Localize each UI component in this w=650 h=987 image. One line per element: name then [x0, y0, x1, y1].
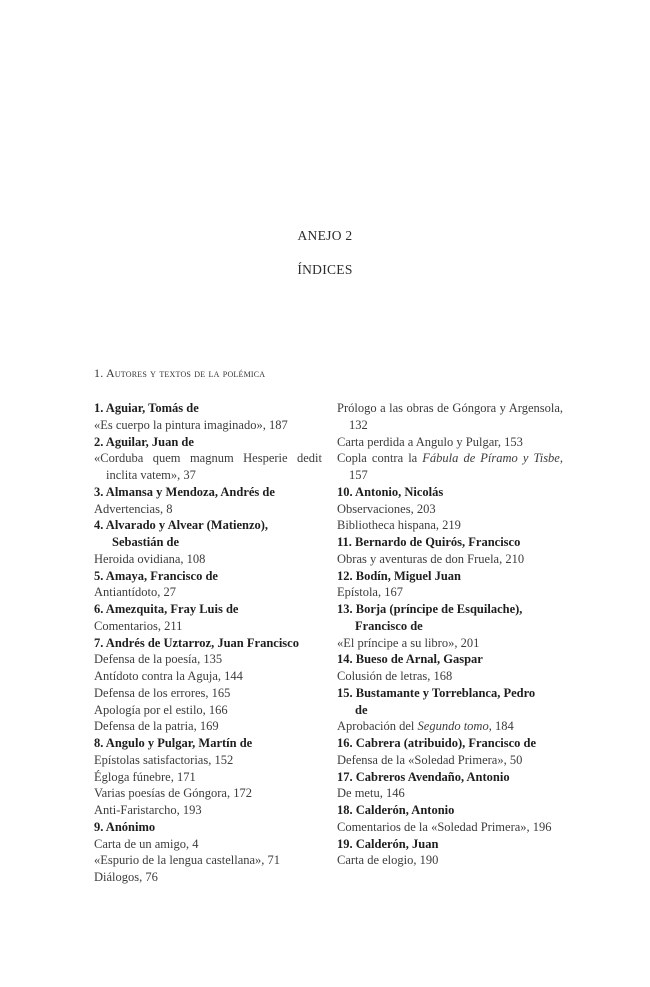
text-entry: Epístola, 167 [337, 585, 403, 600]
section-title: 1. Autores y textos de la polémica [94, 366, 266, 380]
text-entry: Epístolas satisfactorias, 152 [94, 752, 234, 767]
text-entry: «Es cuerpo la pintura imaginado», 187 [94, 417, 288, 432]
author-heading: 5. Amaya, Francisco de [94, 568, 218, 583]
index-column-right [337, 400, 563, 869]
text-entry: De metu, 146 [337, 786, 405, 801]
author-heading: 14. Bueso de Arnal, Gaspar [337, 652, 483, 667]
author-heading: Francisco de [355, 618, 423, 633]
text-entry: Apología por el estilo, 166 [94, 702, 228, 717]
author-heading: Sebastián de [112, 535, 180, 549]
author-heading: 9. Anónimo [94, 819, 156, 834]
text-entry: Carta de un amigo, 4 [94, 836, 199, 851]
author-heading: 1. Aguiar, Tomás de [94, 401, 199, 415]
author-heading: 8. Angulo y Pulgar, Martín de [94, 736, 253, 750]
text-entry: Antídoto contra la Aguja, 144 [94, 669, 243, 683]
text-entry [337, 450, 563, 484]
text-entry: Prólogo a las obras de Góngora y Argensola, 132 [337, 401, 563, 432]
author-heading: 15. Bustamante y Torreblanca, Pedro [337, 685, 536, 700]
entry-text: Copla contra la [337, 451, 423, 466]
text-entry: Heroida ovidiana, 108 [94, 551, 206, 566]
author-heading: 6. Amezquita, Fray Luis de [94, 602, 239, 616]
text-entry: Carta perdida a Angulo y Pulgar, 153 [337, 434, 523, 449]
text-entry: «Corduba quem magnum Hesperie dedit inclita vatem», 37 [94, 451, 322, 482]
entry-page: , 184 [488, 719, 514, 734]
text-entry [337, 718, 563, 735]
author-heading: 16. Cabrera (atribuido), Francisco de [337, 736, 537, 750]
text-entry: Bibliotheca hispana, 219 [337, 518, 461, 533]
text-entry: «Espurio de la lengua castellana», 71 [94, 853, 281, 868]
author-heading: 3. Almansa y Mendoza, Andrés de [94, 484, 275, 499]
entry-page: , 157 [349, 451, 563, 482]
text-entry: Comentarios de la «Soledad Primera», 196 [337, 819, 552, 834]
text-entry: Obras y aventuras de don Fruela, 210 [337, 551, 525, 566]
text-entry: Defensa de la «Soledad Primera», 50 [337, 752, 523, 767]
author-heading: 12. Bodín, Miguel Juan [337, 568, 461, 583]
text-entry: Advertencias, 8 [94, 501, 173, 516]
text-entry: Observaciones, 203 [337, 501, 436, 516]
entry-italic-title: Segundo tomo [417, 719, 489, 734]
author-heading: 2. Aguilar, Juan de [94, 434, 194, 449]
text-entry: Diálogos, 76 [94, 870, 158, 884]
text-entry: Colusión de letras, 168 [337, 669, 453, 683]
text-entry: Defensa de la poesía, 135 [94, 652, 223, 667]
entry-italic-title: Fábula de Píramo y Tisbe [422, 451, 560, 466]
text-entry: Anti-Faristarcho, 193 [94, 803, 202, 817]
author-heading: 17. Cabreros Avendaño, Antonio [337, 769, 510, 784]
author-heading: 7. Andrés de Uztarroz, Juan Francisco [94, 635, 299, 650]
index-heading: ÍNDICES [297, 262, 353, 277]
author-heading: de [355, 702, 368, 717]
author-heading: 4. Alvarado y Alvear (Matienzo), [94, 518, 269, 533]
entry-text: Aprobación del [337, 719, 418, 734]
author-heading: 11. Bernardo de Quirós, Francisco [337, 535, 521, 549]
author-heading: 19. Calderón, Juan [337, 836, 439, 851]
text-entry: Comentarios, 211 [94, 618, 183, 633]
author-heading: 18. Calderón, Antonio [337, 803, 455, 817]
author-heading: 10. Antonio, Nicolás [337, 484, 444, 499]
text-entry: Antiantídoto, 27 [94, 585, 176, 600]
text-entry: Varias poesías de Góngora, 172 [94, 786, 252, 801]
text-entry: Defensa de la patria, 169 [94, 719, 219, 734]
appendix-heading: ANEJO 2 [297, 228, 353, 243]
text-entry: «El príncipe a su libro», 201 [337, 635, 480, 650]
index-column-left [94, 400, 322, 886]
text-entry: Carta de elogio, 190 [337, 853, 439, 868]
author-heading: 13. Borja (príncipe de Esquilache), [337, 602, 523, 616]
text-entry: Defensa de los errores, 165 [94, 685, 231, 700]
text-entry: Égloga fúnebre, 171 [94, 769, 196, 784]
